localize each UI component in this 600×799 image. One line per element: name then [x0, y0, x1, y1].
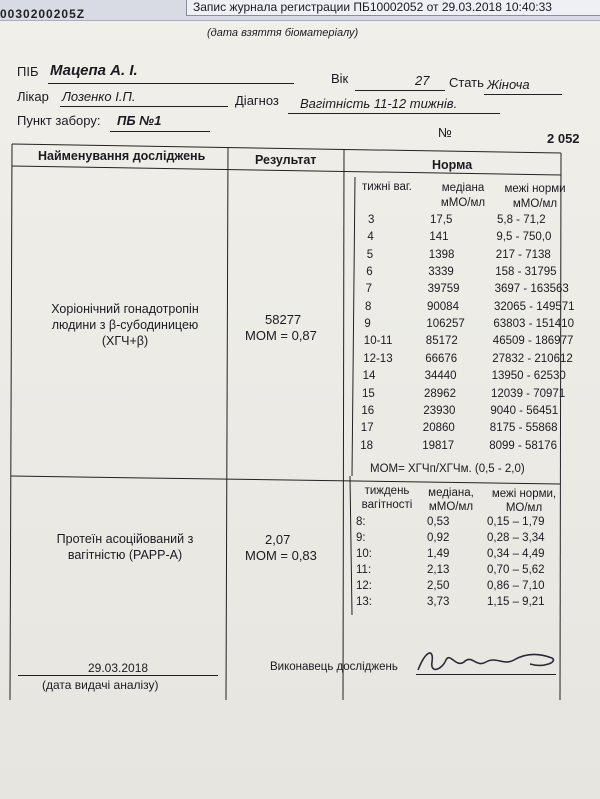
diagnosis-value: Вагітність 11-12 тижнів.	[300, 96, 458, 111]
col-header-result: Результат	[255, 153, 317, 167]
hcg-name: Хоріонічний гонадотропін людини з β-субодиницею (ХГЧ+β)	[51, 302, 199, 348]
hcg-norm-head-limits: межі норми мМО/мл	[504, 183, 566, 210]
hcg-norm-head-median: медіана мМО/мл	[440, 182, 486, 209]
hcg-norm-median: 66676	[425, 352, 458, 365]
papp-norm-range: 0,15 – 1,79	[487, 516, 545, 528]
hcg-norm-range: 158 - 31795	[495, 266, 557, 279]
papp-norm-range: 1,15 – 9,21	[487, 595, 545, 608]
papp-norm-range: 0,28 – 3,34	[487, 531, 545, 544]
hcg-norm-median: 39759	[427, 283, 460, 296]
hcg-norm-week: 5	[366, 248, 374, 261]
hcg-norm-range: 3697 - 163563	[494, 283, 569, 296]
hcg-norm-range: 27832 - 210612	[492, 352, 573, 365]
collection-point-value: ПБ №1	[117, 113, 162, 128]
barcode-number: 0030200205Z	[0, 7, 86, 21]
hcg-norm-range: 13950 - 62530	[491, 370, 566, 383]
sex-value: Жіноча	[487, 77, 530, 92]
executor-label: Виконавець досліджень	[270, 661, 398, 673]
papp-result-value: 2,07	[265, 532, 291, 547]
doctor-label: Лікар	[17, 89, 49, 104]
hcg-norm-week: 3	[368, 214, 375, 226]
hcg-norm-week: 16	[361, 404, 375, 417]
papp-norm-median: 2,13	[427, 563, 450, 576]
hcg-norm-range: 8175 - 55868	[489, 422, 558, 435]
hcg-norm-range: 32065 - 149571	[494, 300, 575, 313]
hcg-norm-median: 106257	[426, 318, 465, 331]
hcg-norm-median: 141	[429, 231, 449, 244]
hcg-norm-median: 3339	[428, 266, 454, 279]
papp-norm-week: 8:	[356, 516, 366, 528]
hcg-norm-range: 5,8 - 71,2	[497, 214, 546, 226]
hcg-norm-median: 34440	[424, 370, 457, 383]
executor-signature-icon	[412, 640, 562, 685]
hcg-norm-range: 9040 - 56451	[490, 404, 559, 417]
papp-norm-range: 0,34 – 4,49	[487, 547, 545, 560]
number-label: №	[438, 125, 452, 140]
hcg-norm-week: 14	[362, 370, 376, 383]
hcg-norm-week: 15	[362, 387, 375, 400]
hcg-norm-range: 63803 - 151410	[493, 318, 574, 331]
hcg-norm-week: 18	[360, 439, 373, 452]
papp-norm-median: 1,49	[427, 547, 450, 560]
papp-norm-median: 3,73	[427, 595, 450, 608]
sample-date-caption: (дата взяття біоматеріалу)	[207, 27, 359, 39]
papp-norm-head-median: медіана, мМО/мл	[428, 487, 474, 513]
hcg-norm-week: 7	[365, 283, 372, 296]
papp-name: Протеїн асоційований з вагітністю (PAPP-A)	[56, 532, 194, 562]
hcg-result-value: 58277	[265, 312, 302, 327]
doctor-value: Лозенко І.П.	[62, 89, 136, 104]
papp-norm-median: 0,53	[427, 516, 450, 528]
papp-norm-range: 0,86 – 7,10	[487, 579, 545, 592]
issue-date-caption: (дата видачі аналізу)	[42, 678, 159, 692]
hcg-norm-median: 28962	[424, 387, 456, 400]
col-header-norm: Норма	[432, 158, 473, 172]
hcg-norm-week: 12-13	[363, 352, 393, 365]
papp-norm-week: 11:	[356, 563, 372, 576]
hcg-norm-range: 12039 - 70971	[491, 387, 566, 400]
hcg-norm-median: 23930	[423, 404, 456, 417]
papp-norm-median: 2,50	[427, 579, 450, 592]
hcg-norm-week: 4	[367, 231, 374, 244]
sex-label: Стать	[449, 75, 484, 90]
hcg-norm-week: 9	[364, 318, 371, 331]
pib-label: ПІБ	[17, 64, 39, 79]
hcg-norm-median: 19817	[422, 439, 455, 452]
papp-norm-head-limits: межі норми, МО/мл	[491, 488, 557, 514]
hcg-norm-week: 6	[366, 266, 373, 279]
hcg-norm-range: 46509 - 186977	[492, 335, 574, 348]
papp-norm-week: 12:	[356, 579, 372, 592]
papp-result-mom: МОМ = 0,83	[245, 548, 317, 563]
papp-norm-head-weeks: тиждень вагітності	[361, 485, 413, 511]
patient-name: Мацепа А. І.	[50, 62, 138, 79]
papp-norm-week: 13:	[356, 595, 372, 608]
hcg-norm-week: 17	[360, 422, 374, 435]
hcg-norm-median: 90084	[427, 300, 459, 313]
col-header-name: Найменування досліджень	[38, 149, 206, 163]
window-title: Запис журнала регистрации ПБ10002052 от 29.03.2018 10:40:33	[193, 0, 552, 14]
age-label: Вік	[331, 71, 349, 86]
issue-date: 29.03.2018	[88, 661, 149, 675]
papp-norm-week: 9:	[356, 531, 366, 544]
hcg-norm-median: 1398	[428, 248, 455, 261]
number-value: 2 052	[547, 131, 580, 146]
papp-norm-median: 0,92	[427, 531, 450, 544]
hcg-norm-range: 9,5 - 750,0	[496, 231, 552, 244]
hcg-norm-range: 8099 - 58176	[489, 439, 557, 452]
hcg-norm-median: 85172	[425, 335, 458, 348]
hcg-norm-median: 17,5	[430, 214, 453, 226]
issue-date-underline	[18, 675, 218, 676]
hcg-norm-range: 217 - 7138	[495, 248, 551, 261]
diagnosis-label: Діагноз	[235, 93, 279, 108]
papp-norm-range: 0,70 – 5,62	[487, 563, 545, 576]
hcg-norm-week: 8	[365, 300, 372, 313]
hcg-mom-note: МОМ= ХГЧп/ХГЧм. (0,5 - 2,0)	[370, 463, 525, 475]
hcg-result-mom: МОМ = 0,87	[245, 328, 317, 343]
hcg-norm-median: 20860	[422, 422, 455, 435]
age-value: 27	[415, 73, 430, 88]
hcg-norm-head-weeks: тижні ваг.	[362, 181, 412, 193]
papp-norm-week: 10:	[356, 547, 372, 560]
collection-point-label: Пункт забору:	[17, 113, 101, 128]
hcg-norm-week: 10-11	[363, 335, 393, 348]
